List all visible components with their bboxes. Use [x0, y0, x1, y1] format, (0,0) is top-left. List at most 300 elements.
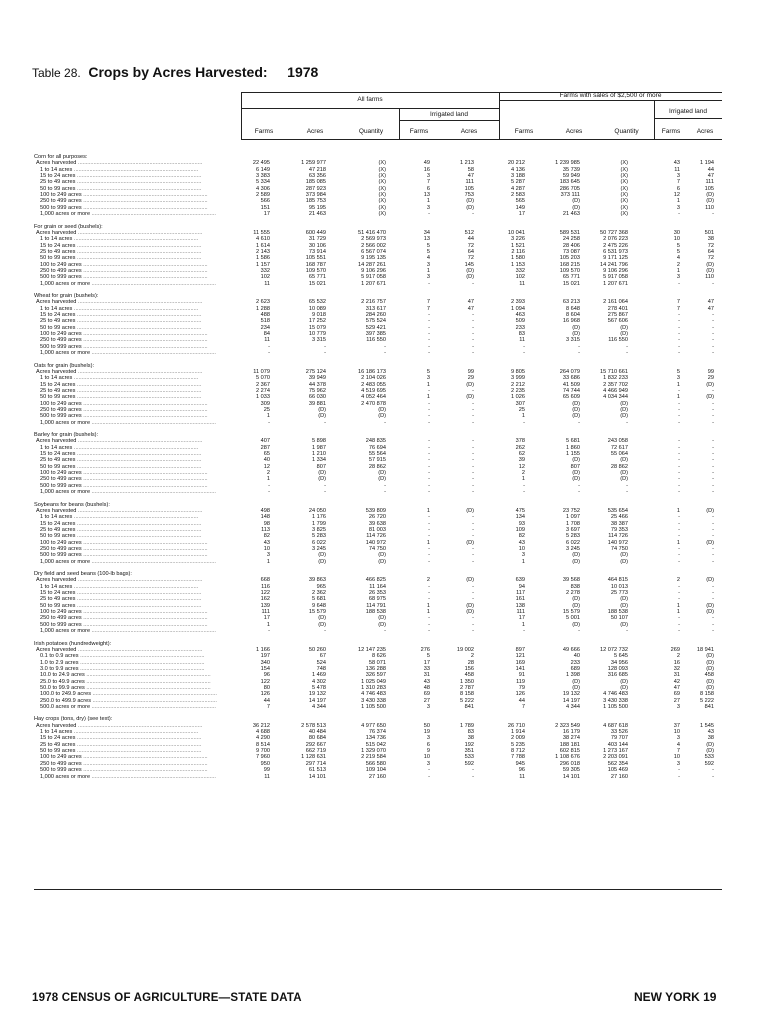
table-cell: 5 [676, 242, 680, 249]
row-label-text: 100.0 to 249.9 acres [40, 691, 92, 698]
table-cell: 2 [521, 470, 525, 477]
table-cell: 17 [263, 211, 270, 218]
table-cell: - [712, 400, 714, 407]
table-cell: 1 097 [566, 514, 580, 521]
table-cell: 3 [266, 552, 270, 559]
table-cell: - [472, 583, 474, 590]
table-cell: 1 [676, 381, 680, 388]
section-title: For grain or seed (bushels): [34, 223, 103, 230]
table-cell: 2 [470, 653, 474, 660]
leader-dots: ................................................................................ [75, 173, 202, 180]
row-label-text: 1,000 acres or more [40, 773, 91, 780]
table-cell: 63 356 [308, 173, 326, 180]
table-cell: - [428, 545, 430, 552]
table-cell: - [472, 489, 474, 496]
table-cell: 48 [423, 684, 430, 691]
table-cell: - [428, 337, 430, 344]
table-cell: (D) [466, 204, 474, 211]
table-cell: (D) [620, 602, 628, 609]
table-cell: 38 [707, 236, 714, 243]
leader-dots: ................................................................................ [81, 615, 208, 622]
table-cell: 47 [467, 299, 474, 306]
table-cell: 16 [423, 166, 430, 173]
table-cell: 31 729 [308, 236, 326, 243]
col-s-irr-farms: Farms [661, 128, 681, 135]
table-cell: - [578, 350, 580, 357]
table-cell: 47 [707, 299, 714, 306]
leader-dots: ................................................................................ [75, 242, 202, 249]
leader-dots: ................................................................................ [81, 274, 208, 281]
table-cell: 121 [515, 653, 525, 660]
table-cell: 21 463 [562, 211, 580, 218]
table-cell: - [268, 350, 270, 357]
table-cell: - [428, 773, 430, 780]
table-cell: 1 [266, 413, 270, 420]
table-cell: - [678, 406, 680, 413]
table-cell: 566 580 [365, 760, 386, 767]
section-title: Corn for all purposes: [34, 154, 88, 160]
table-cell: 3 697 [566, 526, 580, 533]
table-cell: - [472, 767, 474, 774]
table-cell: 1 [521, 413, 525, 420]
table-cell: (D) [466, 267, 474, 274]
leader-dots: ................................................................................ [75, 179, 202, 186]
table-cell: 22 495 [252, 160, 270, 167]
table-cell: 10 089 [308, 305, 326, 312]
table-cell: - [712, 419, 714, 426]
row-label-text: 0.1 to 0.9 acres [40, 653, 79, 660]
table-cell: 116 550 [608, 337, 628, 344]
table-cell: 113 [261, 526, 270, 533]
table-cell: 3 [426, 704, 430, 710]
col-s-quantity: Quantity [614, 128, 639, 135]
table-cell: 5 283 [312, 533, 326, 540]
table-cell: 1 [266, 621, 270, 628]
table-cell: 7 [676, 299, 680, 306]
row-label-text: 100 to 249 acres [40, 331, 82, 338]
table-cell: 39 881 [308, 400, 326, 407]
table-cell: 1 128 631 [301, 754, 326, 761]
table-cell: 2 357 702 [603, 381, 628, 388]
table-cell: 5 287 [511, 179, 525, 186]
table-cell: - [712, 482, 714, 489]
table-cell: 1 [676, 267, 680, 274]
table-cell: 9 195 135 [361, 255, 386, 262]
table-cell: 9 106 296 [603, 267, 628, 274]
table-cell: - [678, 615, 680, 622]
table-cell: 10 013 [610, 583, 628, 590]
table-cell: - [712, 280, 714, 287]
table-cell: 753 [464, 192, 474, 199]
table-cell: 2 278 [566, 590, 580, 597]
table-cell: 39 [518, 457, 525, 464]
table-cell: 43 [673, 160, 680, 167]
table-cell: (D) [466, 577, 474, 584]
leader-dots: ................................................................................ [81, 482, 208, 489]
row-label-text: Acres harvested [36, 229, 77, 236]
table-cell: 168 215 [559, 261, 580, 268]
row-label-text: 15 to 24 acres [40, 590, 76, 597]
table-cell: - [712, 767, 714, 774]
table-cell: 84 [263, 331, 270, 338]
row-label-text: 50 to 99 acres [40, 394, 76, 401]
leader-dots: ................................................................................ [81, 609, 208, 616]
table-cell: 69 [673, 691, 680, 698]
table-cell: 105 469 [607, 767, 628, 774]
leader-dots: ................................................................................ [75, 463, 202, 470]
leader-dots: ................................................................................ [75, 457, 202, 464]
table-cell: 488 [260, 312, 270, 319]
leader-dots: ................................................................................ [75, 248, 202, 255]
table-cell: (X) [620, 192, 628, 199]
table-cell: 140 972 [607, 539, 628, 546]
table-cell: 73 087 [562, 248, 580, 255]
table-cell: 50 107 [610, 615, 628, 622]
table-cell: - [678, 552, 680, 559]
table-cell: 14 287 261 [358, 261, 386, 268]
table-cell: - [712, 444, 714, 451]
row-label-text: 500 to 999 acres [40, 274, 82, 281]
table-cell: 2 [676, 653, 680, 660]
leader-dots: ................................................................................ [75, 312, 202, 319]
leader-dots: ................................................................................ [90, 350, 216, 357]
table-cell: - [428, 419, 430, 426]
table-cell: - [626, 482, 628, 489]
table-cell: - [678, 773, 680, 780]
table-cell: - [472, 451, 474, 458]
table-cell: 562 354 [607, 760, 628, 767]
table-cell: 307 [515, 400, 525, 407]
leader-dots: ................................................................................ [76, 507, 203, 514]
table-cell: 2 362 [312, 590, 326, 597]
table-cell: 524 [316, 659, 326, 666]
table-cell: (D) [620, 406, 628, 413]
table-cell: 109 570 [305, 267, 326, 274]
leader-dots: ................................................................................ [90, 419, 216, 426]
table-cell: 49 [423, 160, 430, 167]
table-cell: - [712, 387, 714, 394]
table-cell: 29 [707, 375, 714, 382]
leader-dots: ................................................................................ [84, 672, 211, 679]
table-cell: 188 538 [607, 609, 628, 616]
table-cell: - [428, 615, 430, 622]
table-cell: 4 [426, 255, 430, 262]
leader-dots: ................................................................................ [81, 754, 208, 761]
table-cell: - [678, 489, 680, 496]
table-cell: 275 867 [607, 312, 628, 319]
table-cell: 2 [676, 261, 680, 268]
table-cell: 3 [676, 704, 680, 710]
table-cell: 156 [464, 665, 474, 672]
table-cell: - [712, 596, 714, 603]
table-cell: - [268, 343, 270, 350]
table-cell: 9 [426, 748, 430, 755]
table-cell: 807 [316, 463, 326, 470]
table-cell: 407 [260, 438, 270, 445]
leader-dots: ................................................................................ [75, 748, 202, 755]
table-cell: 11 [519, 773, 525, 780]
table-cell: 111 [705, 179, 714, 186]
table-cell: 32 [673, 665, 680, 672]
table-cell: 2 367 [256, 381, 270, 388]
col-s-farms: Farms [514, 128, 534, 135]
table-cell: - [712, 470, 714, 477]
table-cell: 276 [420, 646, 430, 653]
table-cell: 61 513 [308, 767, 326, 774]
table-cell: - [324, 350, 326, 357]
table-cell: 2 578 513 [301, 722, 326, 729]
table-cell: 1 614 [256, 242, 270, 249]
table-cell: - [472, 773, 474, 780]
table-cell: 3 [426, 173, 430, 180]
table-cell: 29 [467, 375, 474, 382]
table-cell: 1 026 [511, 394, 525, 401]
section-title: Irish potatoes (hundredweight): [34, 640, 112, 647]
table-cell: 41 509 [562, 381, 580, 388]
table-cell: 110 [705, 274, 714, 281]
table-cell: 9 648 [312, 602, 326, 609]
leader-dots: ................................................................................ [72, 166, 199, 173]
table-cell: (D) [706, 507, 714, 514]
table-cell: - [626, 343, 628, 350]
table-cell: 24 258 [562, 236, 580, 243]
row-label-text: 1 to 14 acres [40, 514, 73, 521]
table-cell: - [472, 324, 474, 331]
table-cell: 4 306 [256, 185, 270, 192]
leader-dots: ................................................................................ [72, 236, 199, 243]
row-label [34, 559, 240, 566]
leader-dots: ................................................................................ [90, 489, 216, 496]
table-cell: 3 [426, 274, 430, 281]
row-label-text: 1 to 14 acres [40, 166, 73, 173]
table-cell: 188 538 [365, 609, 386, 616]
row-label [34, 281, 240, 288]
table-cell: - [712, 590, 714, 597]
leader-dots: ................................................................................ [75, 394, 202, 401]
table-cell: - [678, 211, 680, 218]
table-cell: - [428, 312, 430, 319]
leader-dots: ................................................................................ [81, 552, 208, 559]
table-cell: 14 101 [308, 773, 326, 780]
table-cell: - [268, 419, 270, 426]
table-cell: - [472, 526, 474, 533]
row-label-text: 1.0 to 2.9 acres [40, 659, 79, 666]
table-cell: 28 [467, 659, 474, 666]
table-cell: 11 [264, 773, 270, 780]
table-cell: 28 862 [368, 463, 386, 470]
row-label-text: 15 to 24 acres [40, 242, 76, 249]
table-cell: - [384, 628, 386, 635]
table-cell: (D) [466, 609, 474, 616]
table-cell: 117 [516, 590, 525, 597]
table-cell: 116 [261, 583, 270, 590]
table-cell: 6 022 [566, 539, 580, 546]
table-cell: 134 736 [365, 735, 386, 742]
table-cell: 4 746 483 [361, 691, 386, 698]
table-cell: (D) [318, 615, 326, 622]
table-cell: - [678, 514, 680, 521]
table-cell: 1 398 [566, 672, 580, 679]
table-cell: (D) [572, 596, 580, 603]
table-cell: - [472, 545, 474, 552]
table-cell: 7 788 [511, 754, 525, 761]
table-cell: (D) [620, 678, 628, 685]
table-cell: - [472, 590, 474, 597]
table-cell: 33 686 [562, 375, 580, 382]
table-cell: 16 968 [562, 318, 580, 325]
table-cell: 2 [676, 577, 680, 584]
table-cell: (X) [378, 192, 386, 199]
table-cell: 34 956 [610, 659, 628, 666]
row-label-text: 50 to 99 acres [40, 255, 76, 262]
table-cell: - [523, 419, 525, 426]
col-s-acres: Acres [565, 128, 583, 135]
table-cell: 7 [266, 704, 270, 710]
table-cell: 11 164 [369, 583, 386, 590]
row-label-text: 1 to 14 acres [40, 375, 73, 382]
table-cell: 6 531 973 [603, 248, 628, 255]
table-cell: 3 [676, 735, 680, 742]
table-cell: 169 [515, 659, 525, 666]
table-cell: - [678, 526, 680, 533]
table-cell: - [428, 451, 430, 458]
row-label-text: 250 to 499 acres [40, 198, 82, 205]
leader-dots: ................................................................................ [75, 185, 202, 192]
table-cell: 1 [426, 602, 430, 609]
table-cell: 17 [263, 615, 270, 622]
table-cell: 4 136 [511, 166, 525, 173]
table-cell: 141 [515, 665, 525, 672]
leader-dots: ................................................................................ [75, 602, 202, 609]
table-cell: - [578, 482, 580, 489]
table-cell: (D) [466, 381, 474, 388]
table-cell: 1 350 [460, 678, 474, 685]
table-cell: 1 [521, 476, 525, 483]
table-cell: 2 104 026 [361, 375, 386, 382]
table-cell: 529 421 [365, 324, 386, 331]
leader-dots: ................................................................................ [81, 476, 208, 483]
table-cell: 63 213 [562, 299, 580, 306]
table-cell: 592 [464, 760, 474, 767]
table-cell: 5 645 [614, 653, 628, 660]
table-cell: 73 914 [308, 248, 326, 255]
leader-dots: ................................................................................ [72, 583, 199, 590]
table-cell: 243 058 [607, 438, 628, 445]
section-title: Soybeans for beans (bushels): [34, 501, 110, 508]
table-cell: - [712, 451, 714, 458]
table-cell: 3 188 [511, 173, 525, 180]
leader-dots: ................................................................................ [76, 229, 203, 236]
table-cell: 12 [518, 463, 525, 470]
table-cell: 5 [676, 248, 680, 255]
table-cell: 668 [260, 577, 270, 584]
table-cell: 5 681 [566, 438, 580, 445]
table-cell: (D) [620, 552, 628, 559]
table-cell: 5 [676, 368, 680, 375]
table-cell: 5 001 [566, 615, 580, 622]
table-cell: 286 705 [559, 185, 580, 192]
crops-table [34, 84, 722, 889]
table-cell: 72 [707, 242, 714, 249]
table-cell: 72 617 [610, 444, 628, 451]
table-number: Table 28. [32, 66, 81, 80]
table-cell: 7 [676, 748, 680, 755]
table-cell: (D) [378, 552, 386, 559]
table-cell: 64 [467, 248, 474, 255]
table-cell: - [678, 438, 680, 445]
table-cell: 114 726 [608, 533, 628, 540]
table-cell: - [428, 596, 430, 603]
table-cell: 162 [260, 596, 270, 603]
table-cell: 122 [260, 678, 270, 685]
table-cell: 65 532 [308, 299, 326, 306]
table-cell: (D) [318, 476, 326, 483]
table-cell: 27 160 [610, 773, 628, 780]
table-cell: 2 623 [256, 299, 270, 306]
leader-dots: ................................................................................ [81, 331, 208, 338]
table-cell: (X) [378, 198, 386, 205]
table-cell: 1 094 [511, 305, 525, 312]
leader-dots: ................................................................................ [81, 470, 208, 477]
table-cell: 3 [521, 552, 525, 559]
table-cell: 7 960 [256, 754, 270, 761]
table-cell: - [428, 211, 430, 218]
table-cell: 14 197 [562, 697, 580, 704]
table-cell: 15 579 [308, 609, 326, 616]
table-cell: - [712, 583, 714, 590]
table-cell: 1 789 [460, 722, 474, 729]
table-cell: 83 [467, 729, 474, 736]
table-cell: 233 [570, 659, 580, 666]
table-cell: 19 132 [308, 691, 326, 698]
leader-dots: ................................................................................ [81, 192, 208, 199]
table-cell: 378 [515, 438, 525, 445]
leader-dots: ................................................................................ [78, 659, 205, 666]
row-label-text: 50 to 99 acres [40, 185, 76, 192]
table-cell: 1 469 [312, 672, 326, 679]
table-cell: 4 052 464 [361, 394, 386, 401]
leader-dots: ................................................................................ [81, 343, 208, 350]
table-cell: 9 106 296 [361, 267, 386, 274]
table-cell: - [678, 451, 680, 458]
table-cell: 27 [423, 697, 430, 704]
table-cell: 332 [515, 267, 525, 274]
table-cell: 15 079 [308, 324, 326, 331]
table-cell: 567 606 [607, 318, 628, 325]
table-cell: (D) [620, 621, 628, 628]
table-cell: - [472, 387, 474, 394]
table-cell: 72 [467, 242, 474, 249]
row-label-text: 25 to 49 acres [40, 526, 76, 533]
table-cell: 512 [464, 229, 474, 236]
table-cell: 5 [426, 368, 430, 375]
col-irr-farms: Farms [409, 128, 429, 135]
table-cell: 3 [426, 735, 430, 742]
col-quantity: Quantity [358, 128, 384, 135]
table-cell: 197 [260, 653, 270, 660]
table-cell: 3 315 [312, 337, 326, 344]
table-cell: 2 274 [256, 387, 270, 394]
table-cell: 111 [516, 609, 525, 616]
table-cell: 7 [676, 179, 680, 186]
table-cell: (D) [378, 413, 386, 420]
table-cell: 501 [704, 229, 714, 236]
row-label-text: 500.0 acres or more [40, 704, 91, 710]
row-label-text: 1,000 acres or more [40, 280, 91, 287]
table-cell: 33 [423, 665, 430, 672]
leader-dots: ................................................................................ [81, 400, 208, 407]
table-cell: - [678, 621, 680, 628]
